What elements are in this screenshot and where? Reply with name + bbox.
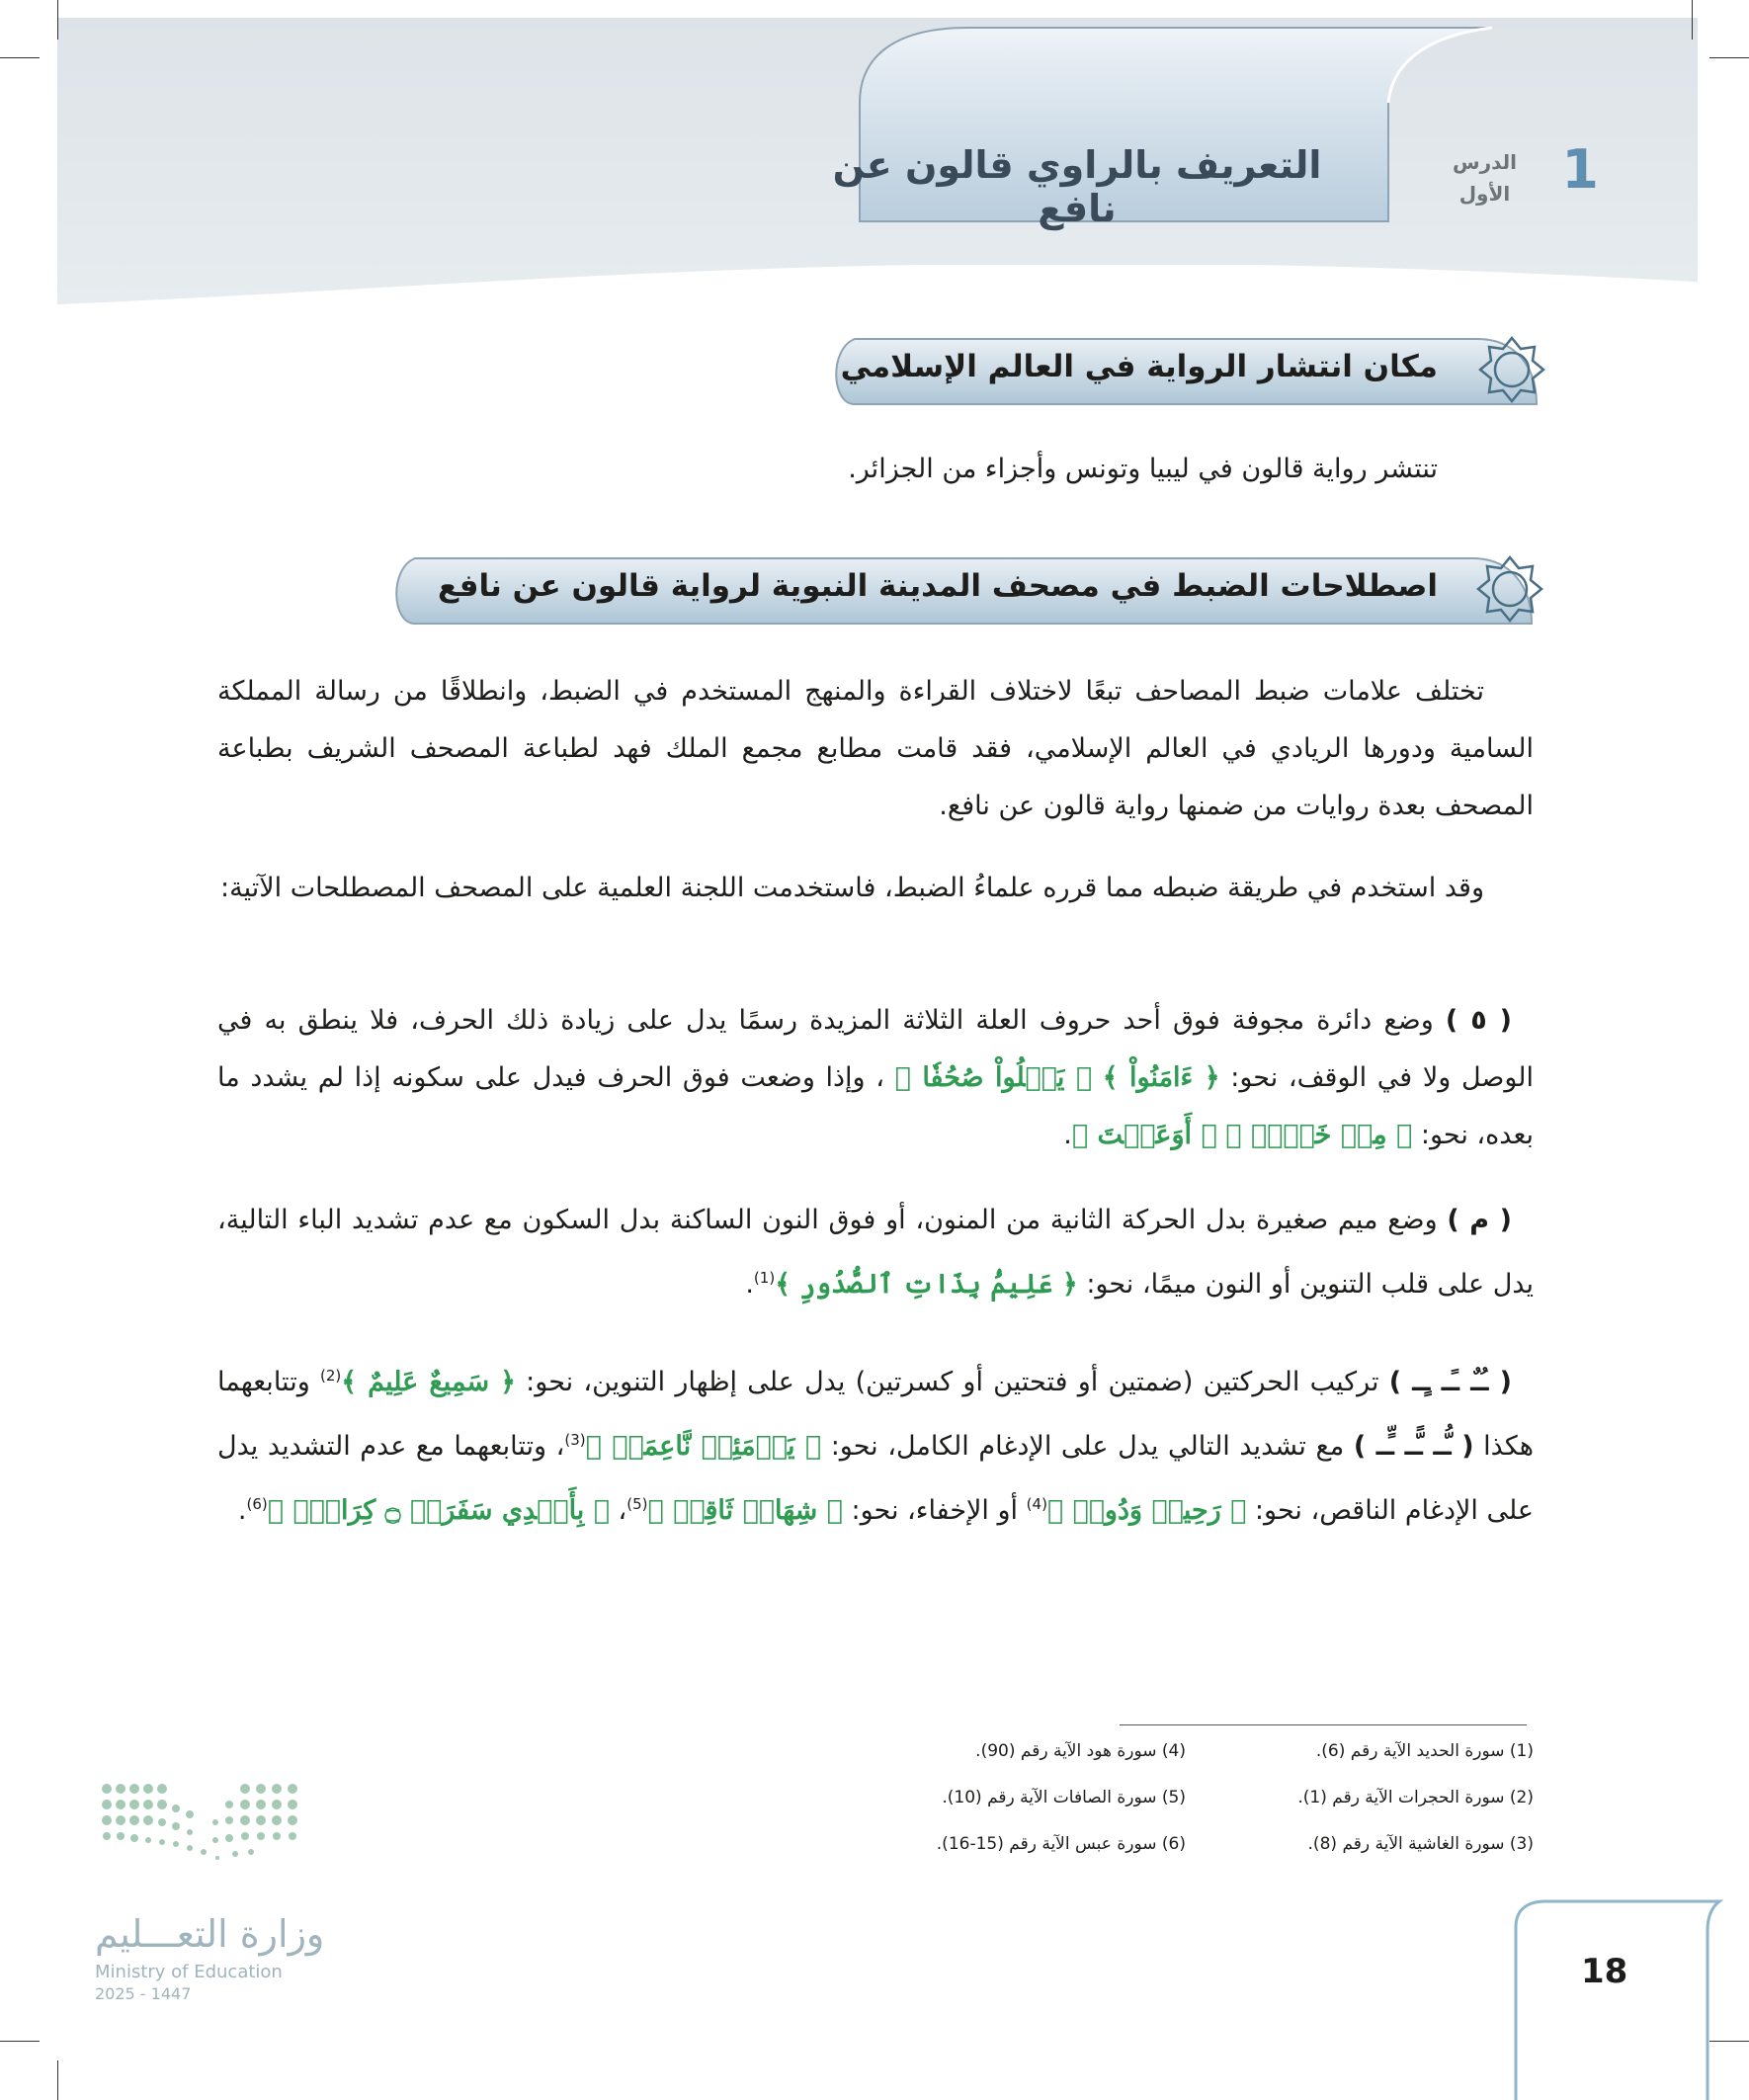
paragraph-intro	[217, 663, 1534, 835]
footnote-ref: (3)	[564, 1431, 586, 1449]
quran-example: ﴿ رَحِيمٞ وَدُودٞ ﴾	[1046, 1495, 1247, 1526]
footnote-ref: (2)	[319, 1367, 342, 1385]
paragraph-usage-text: وقد استخدم في طريقة ضبطه مما قرره علماءُ الضبط، فاستخدمت اللجنة العلمية على المصحف المصطلحات الآتية:	[220, 873, 1484, 903]
mark-item-meem	[217, 1192, 1534, 1313]
crop-mark	[57, 2060, 58, 2100]
footnote: (4) سورة هود الآية رقم (90).	[975, 1741, 1186, 1761]
ministry-year: 2025 - 1447	[95, 1984, 192, 2003]
footnote-ref: (5)	[626, 1495, 648, 1513]
crop-mark	[1692, 0, 1693, 40]
page-number-box	[1492, 1897, 1729, 2100]
crop-mark	[0, 2041, 40, 2042]
footnote: (5) سورة الصافات الآية رقم (10).	[942, 1788, 1186, 1807]
quran-example: ﴿ عَلِيمُۢ بِذَاتِ ٱلصُّدُورِ ﴾	[775, 1269, 1078, 1300]
mark-description: ، وإذا وضعت فوق الحرف فيدل على سكونه إذا لم يشدد ما بعده، نحو:	[217, 1062, 1534, 1150]
mark-item-tanween	[217, 1347, 1534, 1540]
distribution-text: تنتشر رواية قالون في ليبيا وتونس وأجزاء من الجزائر.	[848, 454, 1438, 484]
quran-example: ﴿ شِهَابٞ ثَاقِبٞ ﴾	[647, 1495, 843, 1526]
paragraph-intro-text: تختلف علامات ضبط المصاحف تبعًا لاختلاف القراءة والمنهج المستخدم في الضبط، وانطلاقًا من رسالة المملكة السامية ودورها الريادي في العالم الإسلامي، فقد قامت مطابع مجمع الملك فهد لطباعة المصحف الشريف بطباعة المصحف بعدة روايات من ضمنها رواية قالون عن نافع.	[217, 676, 1534, 821]
mark-item-circle	[217, 992, 1534, 1164]
paragraph-usage	[217, 860, 1534, 917]
lesson-label	[1453, 146, 1517, 210]
star-ornament-icon	[1475, 554, 1544, 624]
quran-example: ﴿ سَمِيعٌ عَلِيمٌ ﴾	[341, 1367, 516, 1397]
mark-description: وضع دائرة مجوفة فوق أحد حروف العلة الثلاثة المزيدة رسمًا يدل على زيادة ذلك الحرف، فلا ينطق به في الوصل ولا في الوقف، نحو:	[217, 1005, 1535, 1093]
mark-description: ، وتتابعهما مع عدم التشديد يدل على الإدغام الناقص، نحو:	[217, 1431, 1534, 1526]
footnote: (2) سورة الحجرات الآية رقم (1).	[1297, 1788, 1534, 1807]
crop-mark	[0, 57, 40, 58]
section-title: مكان انتشار الرواية في العالم الإسلامي	[840, 349, 1438, 384]
footnote-ref: (1)	[753, 1269, 776, 1287]
footnote: (6) سورة عبس الآية رقم (15-16).	[936, 1834, 1186, 1854]
mark-description: مع تشديد التالي يدل على الإدغام الكامل، نحو:	[830, 1431, 1345, 1462]
star-ornament-icon	[1477, 335, 1546, 404]
mark-description: وضع ميم صغيرة بدل الحركة الثانية من المنون، أو فوق النون الساكنة بدل السكون مع عدم تشديد الباء التالية، يدل على قلب التنوين أو النون ميمًا، نحو:	[217, 1205, 1534, 1300]
ministry-name-english: Ministry of Education	[95, 1962, 283, 1982]
ministry-name-arabic: وزارة التعـــليم	[95, 1912, 325, 1956]
lesson-title: التعريف بالراوي قالون عن نافع	[832, 143, 1322, 230]
lesson-number: 1	[1561, 138, 1599, 201]
lesson-label-line2: الأول	[1458, 182, 1511, 206]
mark-symbol: ( ـُّـ ـًّـ ـٍّـ )	[1353, 1431, 1474, 1462]
footnote-divider	[1120, 1724, 1527, 1725]
page-number: 18	[1581, 1952, 1628, 1991]
footnote: (3) سورة الغاشية الآية رقم (8).	[1307, 1834, 1534, 1854]
lesson-label-line1: الدرس	[1452, 150, 1517, 174]
mark-symbol: ( ـُـٌ ـًـ ـٍـ )	[1388, 1367, 1512, 1397]
mark-symbol: ( ٥ )	[1445, 1005, 1512, 1036]
section-header-distribution	[825, 329, 1546, 410]
section-title: اصطلاحات الضبط في مصحف المدينة النبوية لرواية قالون عن نافع	[438, 568, 1438, 604]
crop-mark	[57, 0, 58, 40]
quran-example: ﴿ أَوَعَظۡتَ ﴾	[1071, 1120, 1217, 1150]
section-header-marks	[385, 548, 1546, 630]
crop-mark	[1709, 57, 1749, 58]
punctuation: .	[1063, 1120, 1072, 1150]
punctuation: .	[745, 1269, 754, 1300]
quran-example: ﴿ ءَامَنُواْ ﴾	[1102, 1062, 1220, 1093]
mark-description: وتتابعهما هكذا	[217, 1367, 1534, 1462]
punctuation: .	[237, 1495, 247, 1526]
quran-example: ﴿ بِأَيۡدِي سَفَرَةٖ ۝ كِرَامِۭ ﴾	[267, 1495, 610, 1526]
punctuation: ،	[618, 1495, 627, 1526]
footnote-ref: (6)	[246, 1495, 268, 1513]
quran-example: ﴿ يَوۡمَئِذٖ نَّاعِمَةٞ ﴾	[585, 1431, 822, 1462]
mark-description: أو الإخفاء، نحو:	[851, 1495, 1019, 1526]
ministry-logo-icon	[97, 1779, 309, 1897]
footnote-ref: (4)	[1026, 1495, 1047, 1513]
footnote: (1) سورة الحديد الآية رقم (6).	[1315, 1741, 1534, 1761]
quran-example: ﴿ يَتۡلُواْ صُحُفٗا ﴾	[894, 1062, 1093, 1093]
quran-example: ﴿ مِنۡ خَيۡرٖ ﴾	[1225, 1120, 1413, 1150]
mark-description: تركيب الحركتين (ضمتين أو فتحتين أو كسرتين) يدل على إظهار التنوين، نحو:	[526, 1367, 1379, 1397]
mark-symbol: ( م )	[1447, 1205, 1512, 1235]
